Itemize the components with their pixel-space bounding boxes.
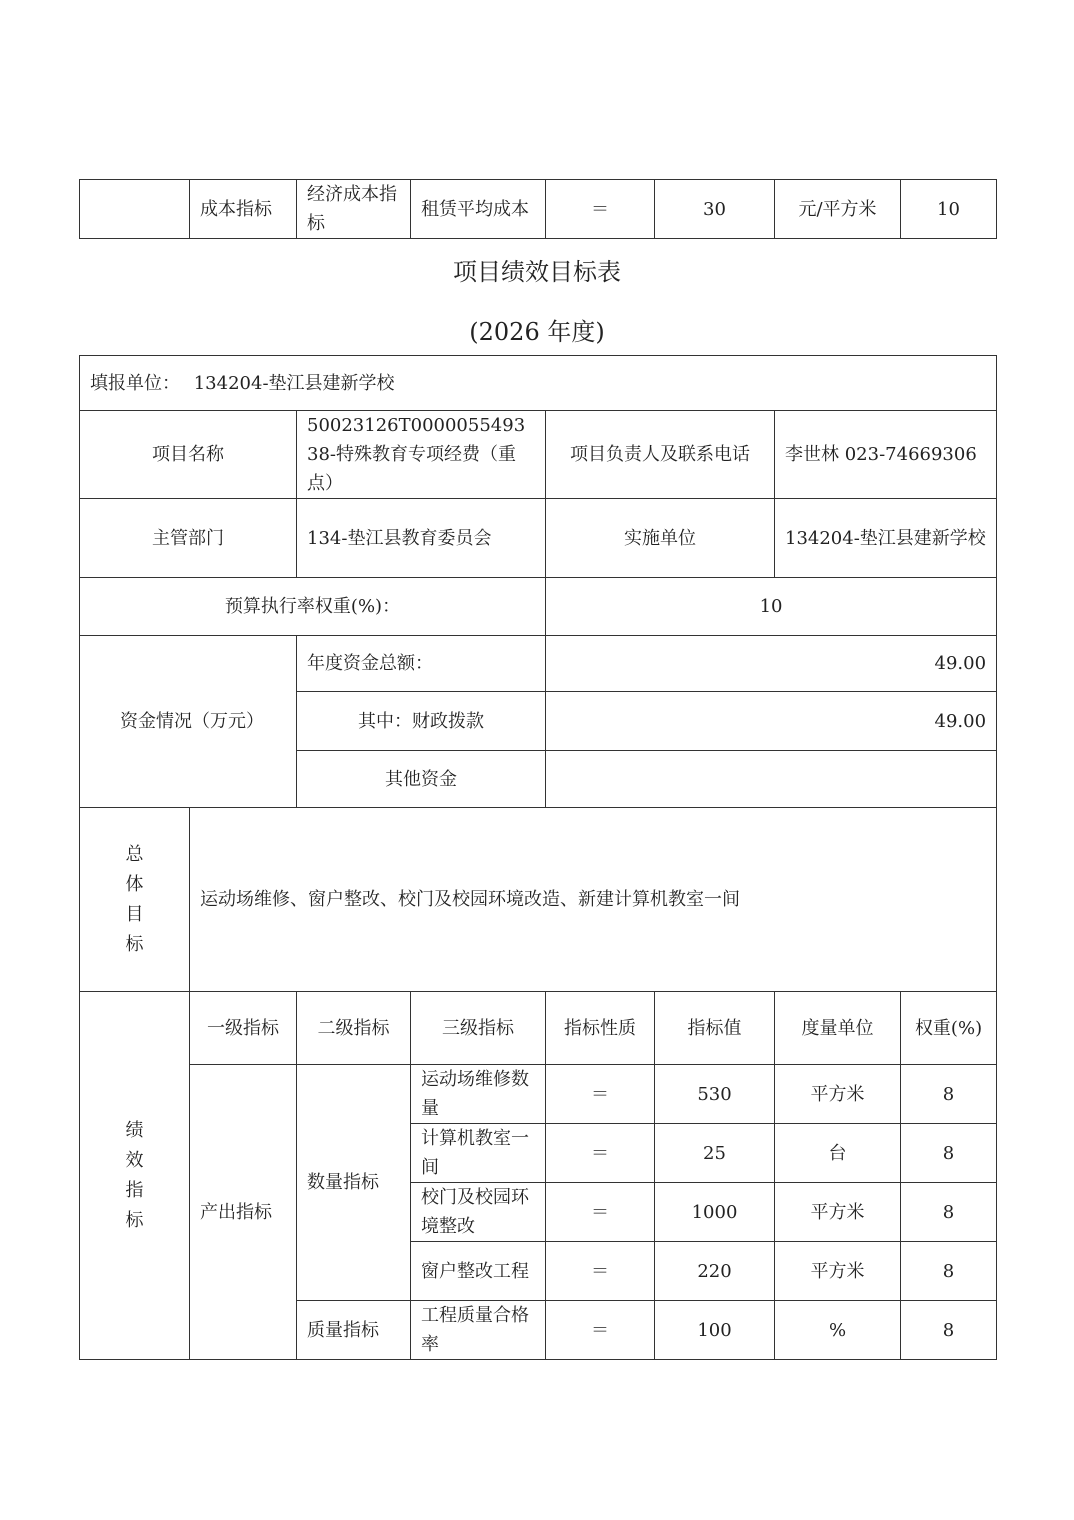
value-cell: 30 xyxy=(655,180,775,239)
funds-other-label: 其他资金 xyxy=(297,751,546,808)
header-level1: 一级指标 xyxy=(190,992,297,1065)
header-nature: 指标性质 xyxy=(546,992,655,1065)
impl-unit-label: 实施单位 xyxy=(546,499,775,578)
level1-output: 产出指标 xyxy=(190,1065,297,1360)
contact-label: 项目负责人及联系电话 xyxy=(546,411,775,499)
page-subtitle: (2026 年度) xyxy=(469,318,605,346)
contact-value: 李世林 023-74669306 xyxy=(775,411,997,499)
funds-total-label: 年度资金总额： xyxy=(297,636,546,692)
indicator-unit: 平方米 xyxy=(775,1242,901,1301)
indicator-value: 220 xyxy=(655,1242,775,1301)
department-row xyxy=(80,499,997,578)
indicator-unit: % xyxy=(775,1301,901,1360)
indicators-label-text: 绩效指标 xyxy=(125,1119,144,1231)
project-name-label: 项目名称 xyxy=(80,411,297,499)
funds-label-text: 资金情况（万元） xyxy=(120,711,264,732)
funds-other-value xyxy=(546,751,997,808)
indicator-header-row xyxy=(80,992,997,1065)
indicator-value: 25 xyxy=(655,1124,775,1183)
indicator-unit: 平方米 xyxy=(775,1183,901,1242)
indicator-weight: 8 xyxy=(901,1301,997,1360)
indicator-nature: ＝ xyxy=(546,1124,655,1183)
indicators-label xyxy=(80,992,190,1360)
dept-value: 134-垫江县教育委员会 xyxy=(297,499,546,578)
level1-cell xyxy=(80,180,190,239)
header-level2: 二级指标 xyxy=(297,992,411,1065)
indicator-nature: ＝ xyxy=(546,1183,655,1242)
unit-cell: 元/平方米 xyxy=(775,180,901,239)
overall-goal-label xyxy=(80,808,190,992)
continued-indicator-table xyxy=(79,179,997,239)
level2-quantity: 数量指标 xyxy=(297,1065,411,1301)
level3-cell: 经济成本指标 xyxy=(297,180,411,239)
dept-label: 主管部门 xyxy=(80,499,297,578)
fill-unit-label: 填报单位： xyxy=(90,372,180,394)
indicator-value: 1000 xyxy=(655,1183,775,1242)
indicator-unit: 平方米 xyxy=(775,1065,901,1124)
indicator-name: 窗户整改工程 xyxy=(411,1242,546,1301)
indicator-weight: 8 xyxy=(901,1183,997,1242)
nature-cell: ＝ xyxy=(546,180,655,239)
indicator-name: 工程质量合格率 xyxy=(411,1301,546,1360)
funds-total-value: 49.00 xyxy=(546,636,997,692)
indicator-nature: ＝ xyxy=(546,1065,655,1124)
overall-goal-row xyxy=(80,808,997,992)
indicator-value: 100 xyxy=(655,1301,775,1360)
project-name-value: 50023126T000005549338-特殊教育专项经费（重点） xyxy=(297,411,546,499)
level2-quality: 质量指标 xyxy=(297,1301,411,1360)
indicator-weight: 8 xyxy=(901,1065,997,1124)
budget-weight-row xyxy=(80,578,997,636)
overall-goal-text: 运动场维修、窗户整改、校门及校园环境改造、新建计算机教室一间 xyxy=(190,808,997,992)
weight-cell: 10 xyxy=(901,180,997,239)
table-row xyxy=(80,1065,997,1124)
table-row xyxy=(80,180,997,239)
project-name-row xyxy=(80,411,997,499)
indicator-cell: 租赁平均成本 xyxy=(411,180,546,239)
header-level3: 三级指标 xyxy=(411,992,546,1065)
indicator-nature: ＝ xyxy=(546,1301,655,1360)
impl-unit-value: 134204-垫江县建新学校 xyxy=(775,499,997,578)
funds-fiscal-label: 其中：财政拨款 xyxy=(297,692,546,751)
fill-unit-value: 134204-垫江县建新学校 xyxy=(193,372,395,394)
indicator-weight: 8 xyxy=(901,1242,997,1301)
overall-goal-label-text: 总体目标 xyxy=(125,843,144,955)
fill-unit-row xyxy=(80,356,997,411)
indicator-unit: 台 xyxy=(775,1124,901,1183)
header-unit: 度量单位 xyxy=(775,992,901,1065)
budget-weight-label: 预算执行率权重(%)： xyxy=(80,578,546,636)
funds-label xyxy=(80,636,297,808)
level2-cell: 成本指标 xyxy=(190,180,297,239)
funds-total-row xyxy=(80,636,997,692)
budget-weight-value: 10 xyxy=(546,578,997,636)
indicator-name: 运动场维修数量 xyxy=(411,1065,546,1124)
indicator-name: 校门及校园环境整改 xyxy=(411,1183,546,1242)
indicator-nature: ＝ xyxy=(546,1242,655,1301)
fill-unit-cell xyxy=(80,356,997,411)
funds-fiscal-value: 49.00 xyxy=(546,692,997,751)
indicator-name: 计算机教室一间 xyxy=(411,1124,546,1183)
indicator-value: 530 xyxy=(655,1065,775,1124)
indicator-weight: 8 xyxy=(901,1124,997,1183)
header-weight: 权重(%) xyxy=(901,992,997,1065)
performance-goal-table xyxy=(79,355,997,1360)
header-value: 指标值 xyxy=(655,992,775,1065)
page-title: 项目绩效目标表 xyxy=(453,258,621,286)
